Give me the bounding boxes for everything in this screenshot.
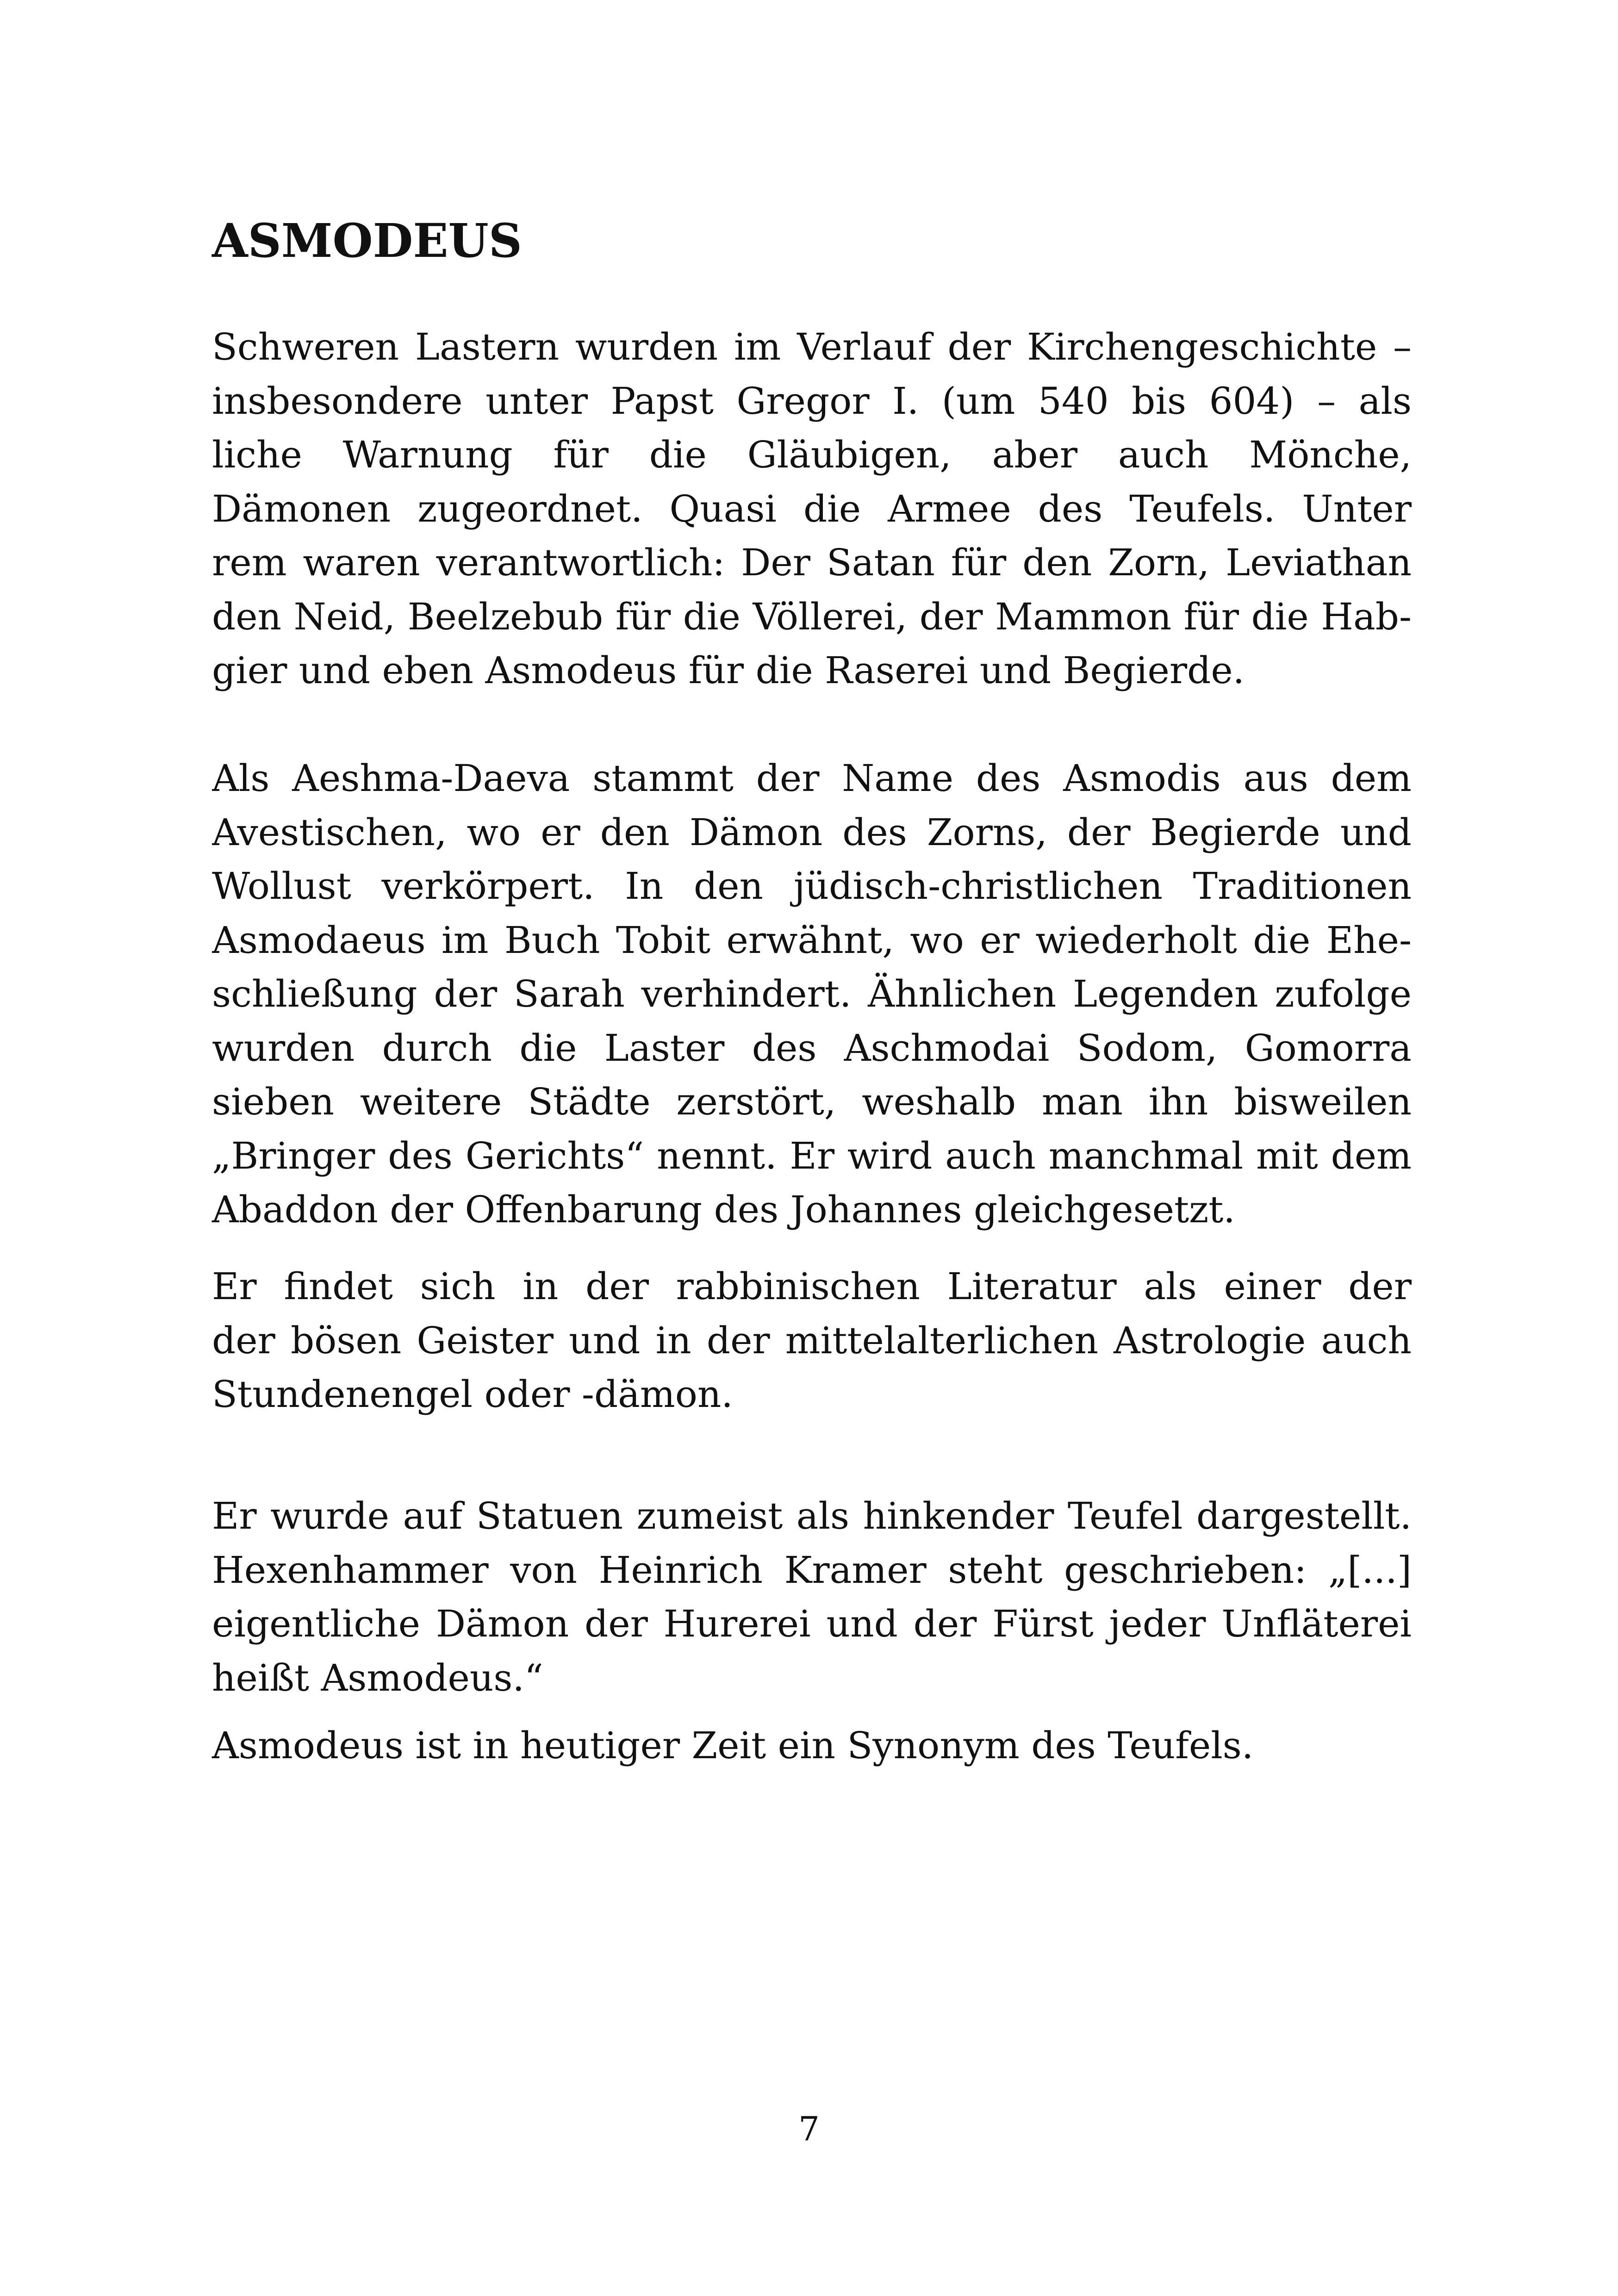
paragraph-4 <box>212 1489 1412 1705</box>
text-line: Er wurde auf Statuen zumeist als hinkender Teufel dargestellt. <box>212 1494 1412 1537</box>
text-line: heißt Asmodeus.“ <box>212 1656 543 1699</box>
text-line: der bösen Geister und in der mittelalterlichen Astrologie auch <box>212 1319 1412 1362</box>
page-number: 7 <box>798 2109 820 2148</box>
text-line: gier und eben Asmodeus für die Raserei und Begierde. <box>212 649 1245 692</box>
text-line: eigentliche Dämon der Hurerei und der Fürst jeder Unfläterei <box>212 1602 1412 1645</box>
text-line: Stundenengel oder -dämon. <box>212 1373 733 1416</box>
text-line: sieben weitere Städte zerstört, weshalb man ihn bisweilen <box>212 1080 1412 1123</box>
page-title: ASMODEUS <box>212 213 522 268</box>
text-line: Asmodaeus im Buch Tobit erwähnt, wo er wiederholt die Ehe- <box>212 918 1412 962</box>
paragraph-2 <box>212 752 1412 1237</box>
text-line: Avestischen, wo er den Dämon des Zorns, der Begierde und <box>212 810 1412 854</box>
text-line: Schweren Lastern wurden im Verlauf der Kirchengeschichte – <box>212 325 1412 368</box>
paragraph-1 <box>212 320 1412 698</box>
text-line: schließung der Sarah verhindert. Ähnlichen Legenden zufolge <box>212 972 1412 1015</box>
text-line: Er findet sich in der rabbinischen Literatur als einer der <box>212 1265 1412 1308</box>
text-line: insbesondere unter Papst Gregor I. (um 540 bis 604) – als <box>212 379 1412 423</box>
text-line: Wollust verkörpert. In den jüdisch-christlichen Traditionen <box>212 865 1412 908</box>
text-line: Dämonen zugeordnet. Quasi die Armee des Teufels. Unter <box>212 487 1412 530</box>
text-line: Als Aeshma-Daeva stammt der Name des Asmodis aus dem <box>212 757 1412 800</box>
text-line: Abaddon der Offenbarung des Johannes gleichgesetzt. <box>212 1188 1235 1231</box>
text-line: wurden durch die Laster des Aschmodai Sodom, Gomorra <box>212 1026 1412 1070</box>
text-line: rem waren verantwortlich: Der Satan für den Zorn, Leviathan <box>212 541 1412 584</box>
text-line: „Bringer des Gerichts“ nennt. Er wird auch manchmal mit dem <box>212 1134 1412 1177</box>
text-line: liche Warnung für die Gläubigen, aber auch Mönche, <box>212 433 1412 476</box>
text-line: Asmodeus ist in heutiger Zeit ein Synonym des Teufels. <box>212 1724 1254 1767</box>
paragraph-3 <box>212 1260 1412 1422</box>
text-line: Hexenhammer von Heinrich Kramer steht geschrieben: „[...] <box>212 1548 1412 1592</box>
text-line: den Neid, Beelzebub für die Völlerei, der Mammon für die Hab- <box>212 595 1412 638</box>
paragraph-5 <box>212 1719 1412 1773</box>
